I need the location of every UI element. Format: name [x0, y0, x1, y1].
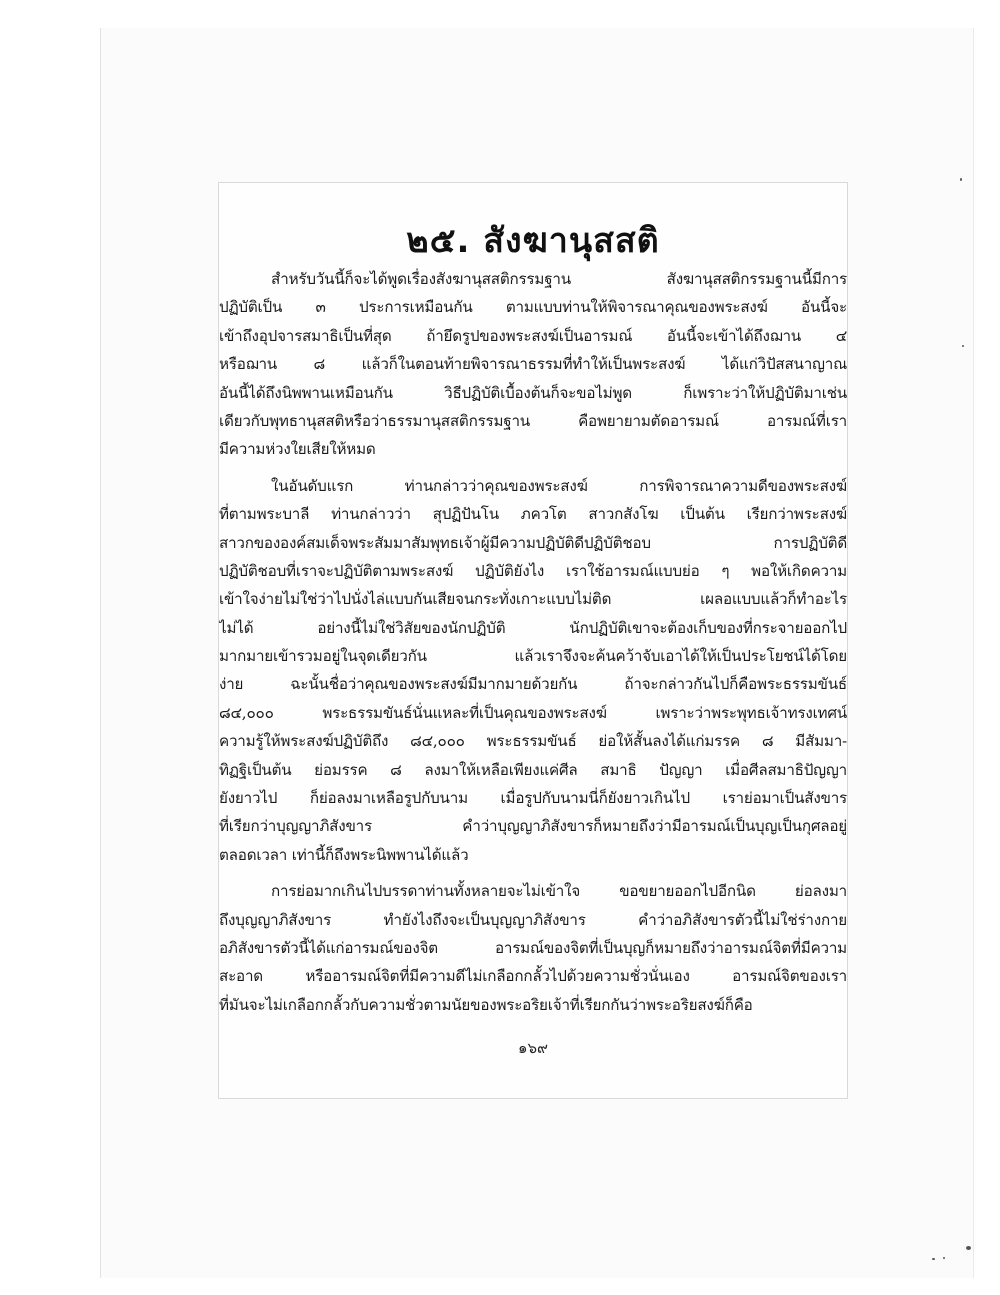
text-line: อภิสังขารตัวนี้ได้แก่อารมณ์ของจิต อารมณ์ของจิตที่เป็นบุญก็หมายถึงว่าอารมณ์จิตที่มีความ [219, 938, 847, 957]
text-line: สาวกขององค์สมเด็จพระสัมมาสัมพุทธเจ้าผู้มีความปฏิบัติดีปฏิบัติชอบ การปฏิบัติดี [219, 533, 847, 552]
text-line: ๘๔,๐๐๐ พระธรรมขันธ์นั่นแหละที่เป็นคุณของพระสงฆ์ เพราะว่าพระพุทธเจ้าทรงเทศน์ [219, 703, 847, 722]
paragraph [219, 265, 847, 464]
text-line: ที่มันจะไม่เกลือกกลั้วกับความชั่วตามนัยของพระอริยเจ้าที่เรียกกันว่าพระอริยสงฆ์ก็คือ [219, 995, 753, 1014]
paragraph [219, 877, 847, 1019]
scan-speck [960, 178, 962, 181]
scan-speck [943, 1257, 945, 1259]
text-line: ในอันดับแรก ท่านกล่าวว่าคุณของพระสงฆ์ การพิจารณาความดีของพระสงฆ์ [271, 476, 847, 495]
text-line: สะอาด หรืออารมณ์จิตที่มีความดีไม่เกลือกกลั้วไปด้วยความชั่วนั่นเอง อารมณ์จิตของเรา [219, 967, 847, 986]
text-line: ที่ตามพระบาลี ท่านกล่าวว่า สุปฏิปันโน ภควโต สาวกสังโฆ เป็นต้น เรียกว่าพระสงฆ์ [219, 505, 847, 524]
scan-speck [932, 1258, 935, 1260]
text-line: ปฏิบัติชอบที่เราจะปฏิบัติตามพระสงฆ์ ปฏิบัติยังไง เราใช้อารมณ์แบบย่อ ๆ พอให้เกิดความ [219, 561, 847, 580]
scan-speck [962, 345, 964, 347]
paragraph [219, 472, 847, 869]
page-number: ๑๖๙ [517, 1039, 549, 1057]
text-line: มีความห่วงใยเสียให้หมด [219, 440, 376, 459]
text-line: ตลอดเวลา เท่านี้ก็ถึงพระนิพพานได้แล้ว [219, 845, 469, 864]
text-line: ความรู้ให้พระสงฆ์ปฏิบัติถึง ๘๔,๐๐๐ พระธรรมขันธ์ ย่อให้สั้นลงได้แก่มรรค ๘ มีสัมมา- [219, 732, 847, 751]
text-line: ง่าย ฉะนั้นชื่อว่าคุณของพระสงฆ์มีมากมายด้วยกัน ถ้าจะกล่าวกันไปก็คือพระธรรมขันธ์ [219, 675, 847, 694]
text-line: มากมายเข้ารวมอยู่ในจุดเดียวกัน แล้วเราจึงจะค้นคว้าจับเอาได้ให้เป็นประโยชน์ได้โดย [219, 647, 847, 666]
text-line: การย่อมากเกินไปบรรดาท่านทั้งหลายจะไม่เข้าใจ ขอขยายออกไปอีกนิด ย่อลงมา [271, 882, 847, 901]
chapter-title: ๒๕. สังฆานุสสติ [406, 221, 660, 261]
text-line: ทิฏฐิเป็นต้น ย่อมรรค ๘ ลงมาให้เหลือเพียงแค่ศีล สมาธิ ปัญญา เมื่อศีลสมาธิปัญญา [219, 760, 847, 779]
text-line: สำหรับวันนี้ก็จะได้พูดเรื่องสังฆานุสสติกรรมฐาน สังฆานุสสติกรรมฐานนี้มีการ [271, 270, 847, 288]
text-line: เข้าถึงอุปจารสมาธิเป็นที่สุด ถ้ายึดรูปของพระสงฆ์เป็นอารมณ์ อันนี้จะเข้าได้ถึงฌาน ๔ [219, 326, 847, 345]
text-line: อันนี้ได้ถึงนิพพานเหมือนกัน วิธีปฏิบัติเบื้องต้นก็จะขอไม่พูด ก็เพราะว่าให้ปฏิบัติมาเช่น [219, 383, 847, 402]
scan-speck [966, 1246, 971, 1250]
text-line: เข้าใจง่ายไม่ใช่ว่าไปนั่งไล่แบบกันเสียจนกระทั่งเกาะแบบไม่ติด เผลอแบบแล้วก็ทำอะไร [219, 590, 847, 609]
text-line: ที่เรียกว่าบุญญาภิสังขาร คำว่าบุญญาภิสังขารก็หมายถึงว่ามีอารมณ์เป็นบุญเป็นกุศลอยู่ [219, 817, 847, 836]
text-line: ปฏิบัติเป็น ๓ ประการเหมือนกัน ตามแบบท่านให้พิจารณาคุณของพระสงฆ์ อันนี้จะ [219, 298, 847, 317]
text-line: ไม่ได้ อย่างนี้ไม่ใช่วิสัยของนักปฏิบัติ นักปฏิบัติเขาจะต้องเก็บของที่กระจายออกไป [219, 618, 847, 637]
text-line: หรือฌาน ๘ แล้วก็ในตอนท้ายพิจารณาธรรมที่ทำให้เป็นพระสงฆ์ ได้แก่วิปัสสนาญาณ [219, 355, 847, 374]
body-text [219, 265, 847, 1027]
document-page [218, 182, 848, 1099]
text-line: ยังยาวไป ก็ย่อลงมาเหลือรูปกับนาม เมื่อรูปกับนามนี่ก็ยังยาวเกินไป เราย่อมาเป็นสังขาร [219, 789, 847, 808]
text-line: เดียวกับพุทธานุสสติหรือว่าธรรมานุสสติกรรมฐาน คือพยายามตัดอารมณ์ อารมณ์ที่เรา [219, 411, 847, 430]
text-line: ถึงบุญญาภิสังขาร ทำยังไงถึงจะเป็นบุญญาภิสังขาร คำว่าอภิสังขารตัวนี้ไม่ใช่ร่างกาย [219, 910, 847, 929]
